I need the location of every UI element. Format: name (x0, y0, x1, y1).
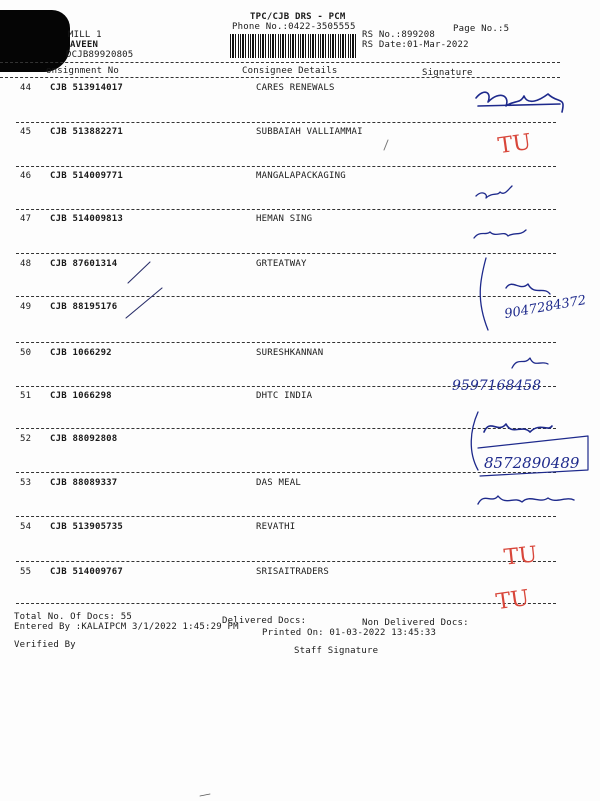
consignment-number: CJB 513882271 (50, 127, 124, 137)
rs-number: RS No.:899208 (362, 30, 436, 40)
consignment-number: CJB 88195176 (50, 302, 118, 312)
non-delivered-docs: Non Delivered Docs: (362, 618, 469, 628)
verified-by: Verified By (14, 640, 76, 650)
consignee-name: DAS MEAL (256, 478, 301, 488)
consignment-number: CJB 514009813 (50, 214, 124, 224)
column-consignment: onsignment No (46, 66, 120, 76)
consignment-number: CJB 513905735 (50, 522, 124, 532)
page-number: Page No.:5 (453, 24, 510, 34)
consignment-number: CJB 87601314 (50, 259, 118, 269)
consignment-number: CJB 88092808 (50, 434, 118, 444)
consignment-number: CJB 514009767 (50, 567, 124, 577)
drs-code: DCJB89920805 (66, 50, 134, 60)
row-number: 49 (20, 302, 32, 312)
row-number: 48 (20, 259, 32, 269)
row-number: 54 (20, 522, 32, 532)
consignment-number: CJB 1066292 (50, 348, 112, 358)
handwritten-phone-3: 8572890489 (484, 454, 580, 472)
entered-by: Entered By :KALAIPCM 3/1/2022 1:45:29 PM (14, 622, 239, 632)
phone-number: Phone No.:0422-3505555 (232, 22, 356, 32)
consignee-name: SUBBAIAH VALLIAMMAI (256, 127, 363, 137)
consignee-name: SURESHKANNAN (256, 348, 324, 358)
row-number: 51 (20, 391, 32, 401)
row-number: 55 (20, 567, 32, 577)
consignee-name: MANGALAPACKAGING (256, 171, 346, 181)
consignee-name: GRTEATWAY (256, 259, 307, 269)
branch-line: MILL 1 (68, 30, 102, 40)
row-number: 50 (20, 348, 32, 358)
column-signature: Signature (422, 68, 473, 78)
total-docs: Total No. Of Docs: 55 (14, 612, 132, 622)
consignee-name: REVATHI (256, 522, 296, 532)
row-number: 44 (20, 83, 32, 93)
row-number: 52 (20, 434, 32, 444)
printed-on: Printed On: 01-03-2022 13:45:33 (262, 628, 437, 638)
delivered-docs: Delivered Docs: (222, 616, 307, 626)
handwritten-phone-1: 9047284372 (503, 292, 588, 323)
row-number: 45 (20, 127, 32, 137)
staff-signature: Staff Signature (294, 646, 379, 656)
consignment-number: CJB 88089337 (50, 478, 118, 488)
staff-name: AVEEN (70, 40, 99, 50)
rs-date: RS Date:01-Mar-2022 (362, 40, 469, 50)
row-number: 53 (20, 478, 32, 488)
row-number: 47 (20, 214, 32, 224)
handwritten-tu-mark: TU (494, 585, 531, 616)
handwritten-phone-2: 9597168458 (452, 378, 542, 394)
consignee-name: SRISAITRADERS (256, 567, 330, 577)
row-number: 46 (20, 171, 32, 181)
consignment-number: CJB 513914017 (50, 83, 124, 93)
handwritten-tu-mark: TU (496, 129, 533, 160)
consignment-number: CJB 514009771 (50, 171, 124, 181)
column-consignee: Consignee Details (242, 66, 338, 76)
handwritten-tu-mark: TU (502, 542, 539, 571)
consignment-number: CJB 1066298 (50, 391, 112, 401)
report-title: TPC/CJB DRS - PCM (250, 12, 346, 22)
consignee-name: CARES RENEWALS (256, 83, 335, 93)
consignee-name: DHTC INDIA (256, 391, 313, 401)
consignee-name: HEMAN SING (256, 214, 313, 224)
